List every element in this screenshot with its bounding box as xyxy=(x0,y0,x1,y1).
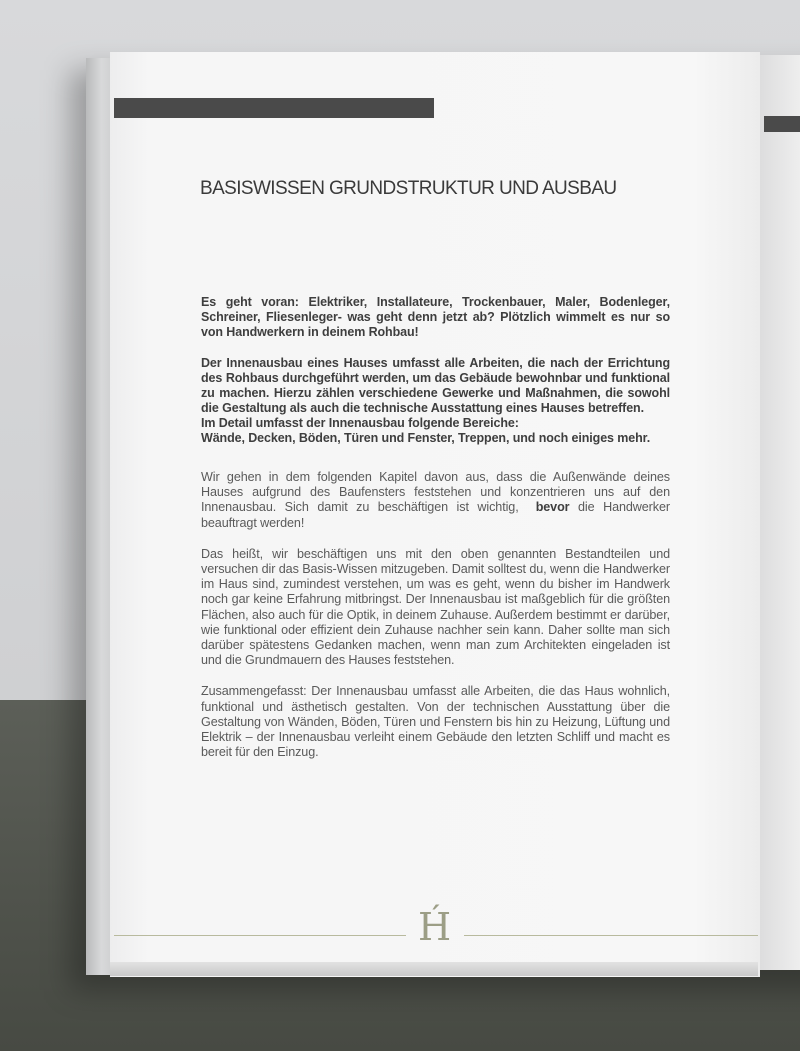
paragraph-3: Zusammengefasst: Der Innenausbau umfasst alle Arbeiten, die das Haus wohnlich, funktional und ästhetisch gestalten. Von der technischen Ausstattung über die Gestaltung von Wänden, Böden, Türen und Fenstern bis hin zu Heizung, Lüftung und Elektrik – der Innenausbau verleiht einem Gebäude den letzten Schliff und macht es bereit für den Einzug. xyxy=(201,684,670,760)
header-accent-bar xyxy=(114,98,434,118)
paragraph-1-emphasis: bevor xyxy=(535,500,570,515)
footer-rule-left xyxy=(114,935,406,936)
intro-paragraph: Es geht voran: Elektriker, Installateure, Trockenbauer, Maler, Bodenleger, Schreiner, Fliesenleger- was geht denn jetzt ab? Plötzlich wimmelt es nur so von Handwerkern in deinem Rohbau! xyxy=(201,295,670,339)
facing-page xyxy=(758,55,800,970)
paragraph-1 xyxy=(201,470,670,531)
areas-list: Wände, Decken, Böden, Türen und Fenster, Treppen, und noch einiges mehr. xyxy=(201,431,651,445)
paragraph-1-end: die Handwerker beauftragt werden! xyxy=(201,500,670,530)
paragraph-2: Das heißt, wir beschäftigen uns mit den oben genannten Bestandteilen und versuchen dir das Basis-Wissen mitzugeben. Damit solltest du, wenn die Handwerker im Haus sind, zumindest verstehen, um was es geht, wenn du bisher im Handwerk noch gar keine Erfahrung mitbringst. Der Innenausbau ist maßgeblich für die größten Flächen, also auch für die Optik, in deinem Zuhause. Außerdem bestimmt er darüber, wie funktional oder effizient dein Zuhause nachher sein kann. Daher sollte man sich darüber spätestens Gedanken machen, wenn man zum Architekten eingeladen ist und die Grundmauern des Hauses feststehen. xyxy=(201,546,670,668)
areas-heading: Im Detail umfasst der Innenausbau folgende Bereiche: xyxy=(201,416,519,430)
page-body xyxy=(201,295,670,760)
footer-logo: H́ xyxy=(418,905,452,949)
definition-paragraph: Der Innenausbau eines Hauses umfasst alle Arbeiten, die nach der Errichtung des Rohbaus durchgeführt werden, um das Gebäude bewohnbar und funktional zu machen. Hierzu zählen verschiedene Gewerke und Maßnahmen, die sowohl die Gestaltung als auch die technische Ausstattung eines Hauses betreffen. xyxy=(201,356,670,415)
book-spine xyxy=(86,58,112,975)
page-title: BASISWISSEN GRUNDSTRUKTUR UND AUSBAU xyxy=(200,178,617,199)
page-edge xyxy=(110,962,758,976)
facing-page-accent-bar xyxy=(764,116,800,132)
paragraph-1-text: Wir gehen in dem folgenden Kapitel davon aus, dass die Außenwände deines Hauses aufgrund des Baufensters feststehen und konzentrieren uns auf den Innenausbau. Sich damit zu beschäftigen ist wichtig, xyxy=(201,470,670,515)
footer-rule-right xyxy=(464,935,758,936)
